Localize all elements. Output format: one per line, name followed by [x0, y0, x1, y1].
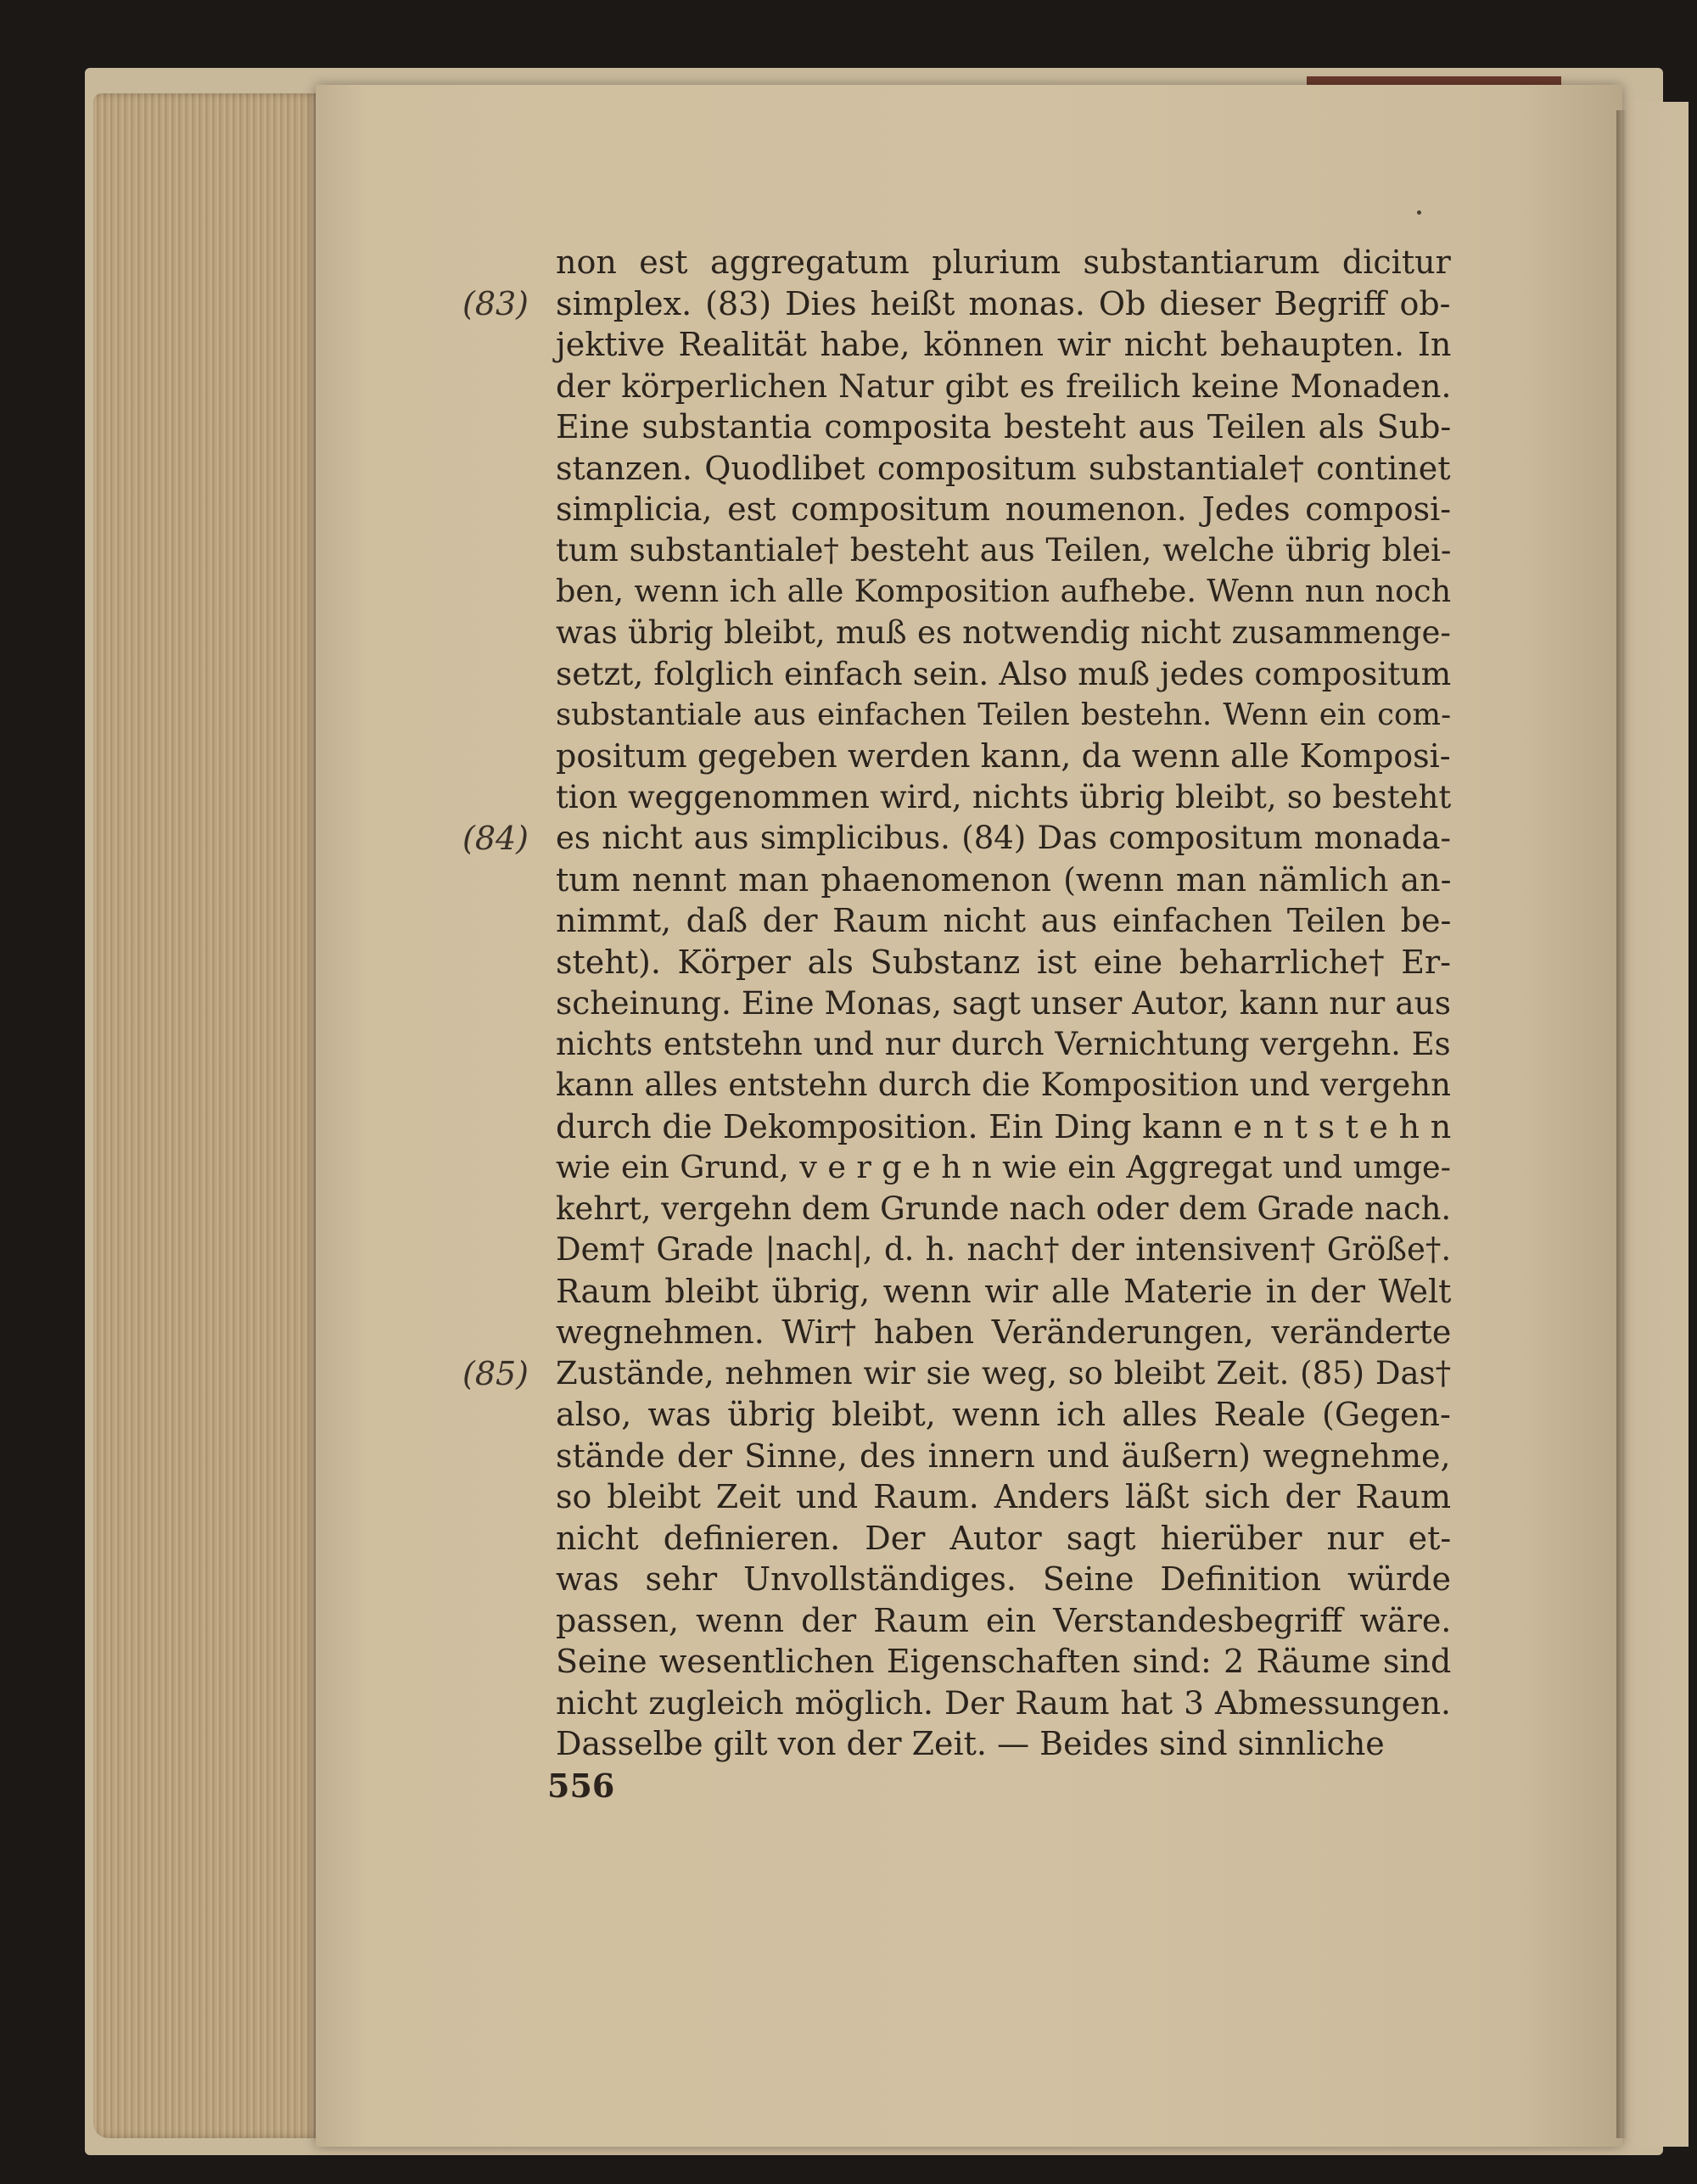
text-line: positum gegeben werden kann, da wenn alle Komposi-: [556, 737, 1451, 775]
text-line: der körperlichen Natur gibt es freilich keine Monaden.: [556, 367, 1452, 405]
text-line: nicht definieren. Der Autor sagt hierüber nur et-: [556, 1519, 1452, 1557]
text-line: durch die Dekomposition. Ein Ding kann e n t s t e h n: [556, 1107, 1452, 1145]
text-line: (84) es nicht aus simplicibus. (84) Das compositum monada-: [556, 818, 1451, 860]
text-line: nimmt, daß der Raum nicht aus einfachen Teilen be-: [556, 902, 1452, 939]
text-line: wie ein Grund, v e r g e h n wie ein Aggregat und umge-: [556, 1149, 1451, 1185]
text-line: nicht zugleich möglich. Der Raum hat 3 Abmessungen.: [556, 1683, 1451, 1722]
page-edges: [93, 93, 322, 2138]
text-line: was sehr Unvollständiges. Seine Definition würde: [556, 1560, 1451, 1598]
text-line: Dem† Grade |nach|, d. h. nach† der intensiven† Größe†.: [556, 1231, 1452, 1268]
margin-note: (85): [462, 1354, 529, 1392]
body-text: [462, 242, 1452, 1765]
text-line: nichts entstehn und nur durch Vernichtung vergehn. Es: [556, 1025, 1451, 1062]
text-line: tion weggenommen wird, nichts übrig bleibt, so besteht: [556, 778, 1452, 815]
text-line: kann alles entstehn durch die Komposition und vergehn: [556, 1067, 1451, 1103]
text-line: kehrt, vergehn dem Grunde nach oder dem Grade nach.: [556, 1190, 1452, 1227]
margin-note: (83): [462, 284, 529, 322]
text-line: Raum bleibt übrig, wenn wir alle Materie in der Welt: [556, 1272, 1452, 1310]
text-line: setzt, folglich einfach sein. Also muß jedes compositum: [556, 655, 1452, 692]
text-line: tum nennt man phaenomenon (wenn man nämlich an-: [556, 860, 1452, 899]
ink-speck: [1417, 210, 1421, 215]
text-line: tum substantiale† besteht aus Teilen, welche übrig blei-: [556, 531, 1452, 568]
text-line: non est aggregatum plurium substantiarum dicitur: [556, 244, 1451, 281]
text-line: so bleibt Zeit und Raum. Anders läßt sich der Raum: [556, 1478, 1452, 1515]
text-line: was übrig bleibt, muß es notwendig nicht zusammenge-: [556, 613, 1451, 651]
text-line: ben, wenn ich alle Komposition aufhebe. Wenn nun noch: [556, 573, 1452, 609]
text-line: steht). Körper als Substanz ist eine beharrliche† Er-: [556, 943, 1452, 981]
text-line: wegnehmen. Wir† haben Veränderungen, veränderte: [556, 1313, 1452, 1351]
text-line: stände der Sinne, des innern und äußern) wegnehme,: [556, 1436, 1451, 1475]
text-line: simplicia, est compositum noumenon. Jedes composi-: [556, 490, 1452, 528]
text-line: scheinung. Eine Monas, sagt unser Autor, kann nur aus: [556, 984, 1451, 1022]
margin-note: (84): [462, 820, 529, 857]
text-line: Eine substantia composita besteht aus Teilen als Sub-: [556, 408, 1452, 445]
page-gutter-shadow: [1616, 110, 1627, 2138]
text-line: also, was übrig bleibt, wenn ich alles Reale (Gegen-: [556, 1396, 1451, 1433]
text-line: passen, wenn der Raum ein Verstandesbegriff wäre.: [556, 1601, 1452, 1639]
text-line: substantiale aus einfachen Teilen bestehn. Wenn ein com-: [556, 697, 1452, 732]
text-line: stanzen. Quodlibet compositum substantiale† continet: [556, 449, 1451, 487]
text-line: Seine wesentlichen Eigenschaften sind: 2 Räume sind: [556, 1643, 1452, 1680]
text-line: jektive Realität habe, können wir nicht behaupten. In: [556, 326, 1452, 363]
text-line: (83) simplex. (83) Dies heißt monas. Ob dieser Begriff ob-: [556, 283, 1451, 325]
page-number: 556: [547, 1767, 615, 1805]
text-line: (85) Zustände, nehmen wir sie weg, so bleibt Zeit. (85) Das†: [556, 1353, 1451, 1395]
text-line: Dasselbe gilt von der Zeit. — Beides sind sinnliche: [556, 1725, 1385, 1762]
